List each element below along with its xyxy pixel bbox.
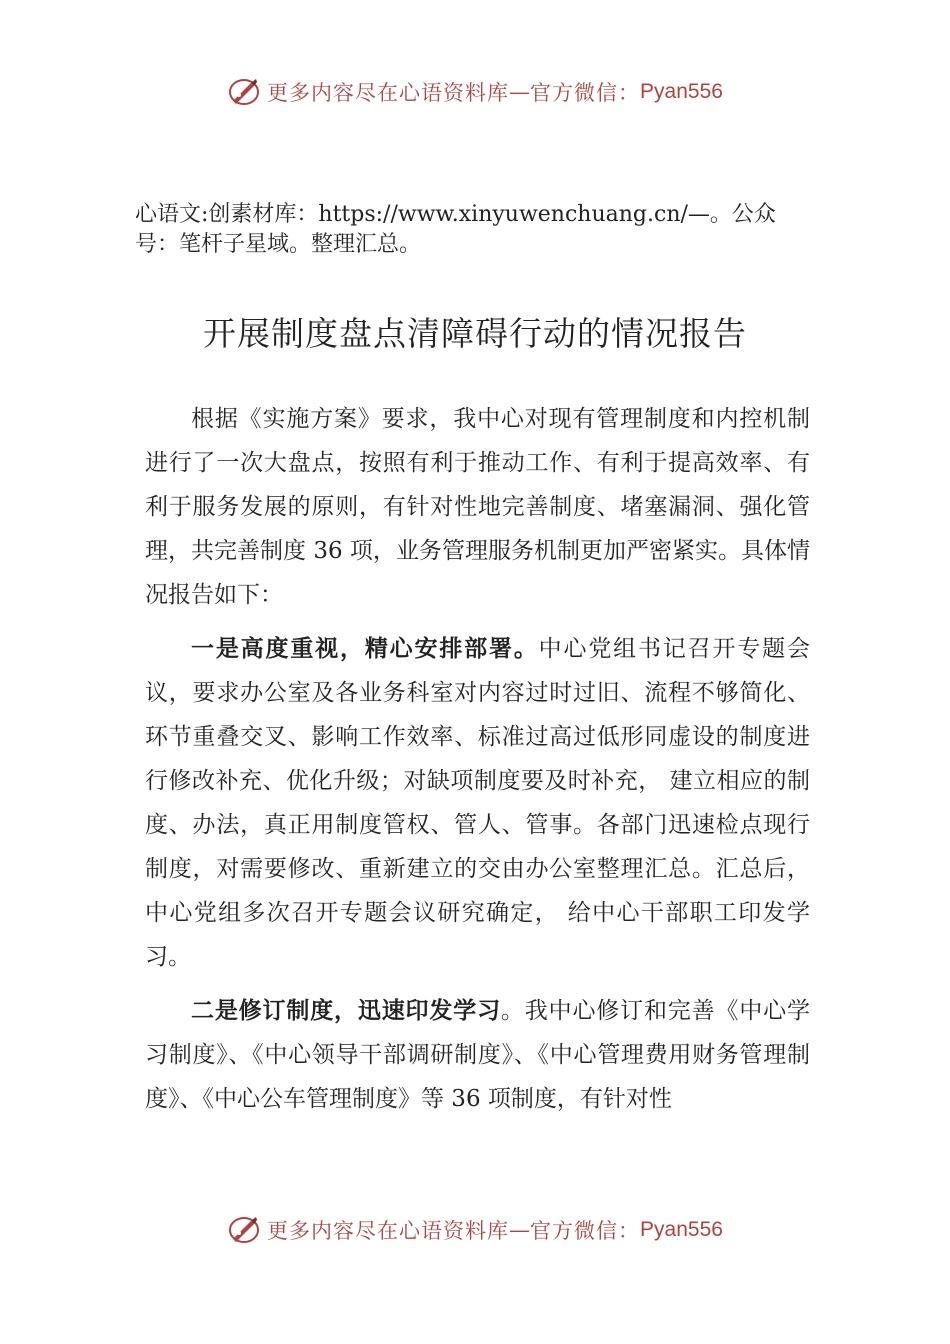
paragraph-second-point-lead: 二是修订制度，迅速印发学习 xyxy=(191,998,501,1024)
paragraph-second-point xyxy=(145,989,810,1121)
banner-wechat-label: 官方微信： xyxy=(530,81,641,105)
banner-text: 更多内容尽在心语资料库 xyxy=(267,81,510,105)
pen-logo-icon xyxy=(227,75,261,109)
paragraph-first-point-body: 中心党组书记召开专题会议，要求办公室及各业务科室对内容过时过旧、流程不够简化、环节重叠交叉、影响工作效率、标准过高过低形同虚设的制度进行修改补充、优化升级；对缺项制度要及时补充， 建立相应的制度、办法，真正用制度管权、管人、管事。各部门迅速检点现行制度，对需要修改、重新建立的交由办公室整理汇总。汇总后，中心党组多次召开专题会议研究确定， 给中心干部职工印发学习。 xyxy=(145,636,811,970)
paragraph-first-point xyxy=(145,627,810,979)
paragraph-intro: 根据《实施方案》要求，我中心对现有管理制度和内控机制进行了一次大盘点，按照有利于推动工作、有利于提高效率、有利于服务发展的原则，有针对性地完善制度、堵塞漏洞、强化管理，共完善制度 36 项，业务管理服务机制更加严密紧实。具体情况报告如下： xyxy=(145,406,810,608)
footer-banner xyxy=(0,1208,950,1252)
footer-banner-wechat-label: 官方微信： xyxy=(530,1219,641,1243)
footer-banner-text: 更多内容尽在心语资料库 xyxy=(267,1219,510,1243)
footer-banner-handle: Pyan556 xyxy=(640,1218,723,1241)
banner-handle: Pyan556 xyxy=(640,80,723,103)
pen-logo-icon xyxy=(227,1213,261,1247)
paragraph-second-point-body: 。我中心修订和完善《中心学习制度》、《中心领导干部调研制度》、《中心管理费用财务管理制度》、《中心公车管理制度》等 36 项制度，有针对性 xyxy=(145,998,811,1112)
header-banner xyxy=(0,70,950,114)
document-body xyxy=(145,397,810,1121)
paragraph-first-point-lead: 一是高度重视，精心安排部署。 xyxy=(191,636,539,662)
document-title: 开展制度盘点清障碍行动的情况报告 xyxy=(203,314,747,353)
source-note: 心语文:创素材库：https://www.xinyuwenchuang.cn/—。公众号：笔杆子星域。整理汇总。 xyxy=(135,202,776,257)
banner-separator: — xyxy=(509,80,531,104)
footer-banner-separator: — xyxy=(509,1218,531,1242)
